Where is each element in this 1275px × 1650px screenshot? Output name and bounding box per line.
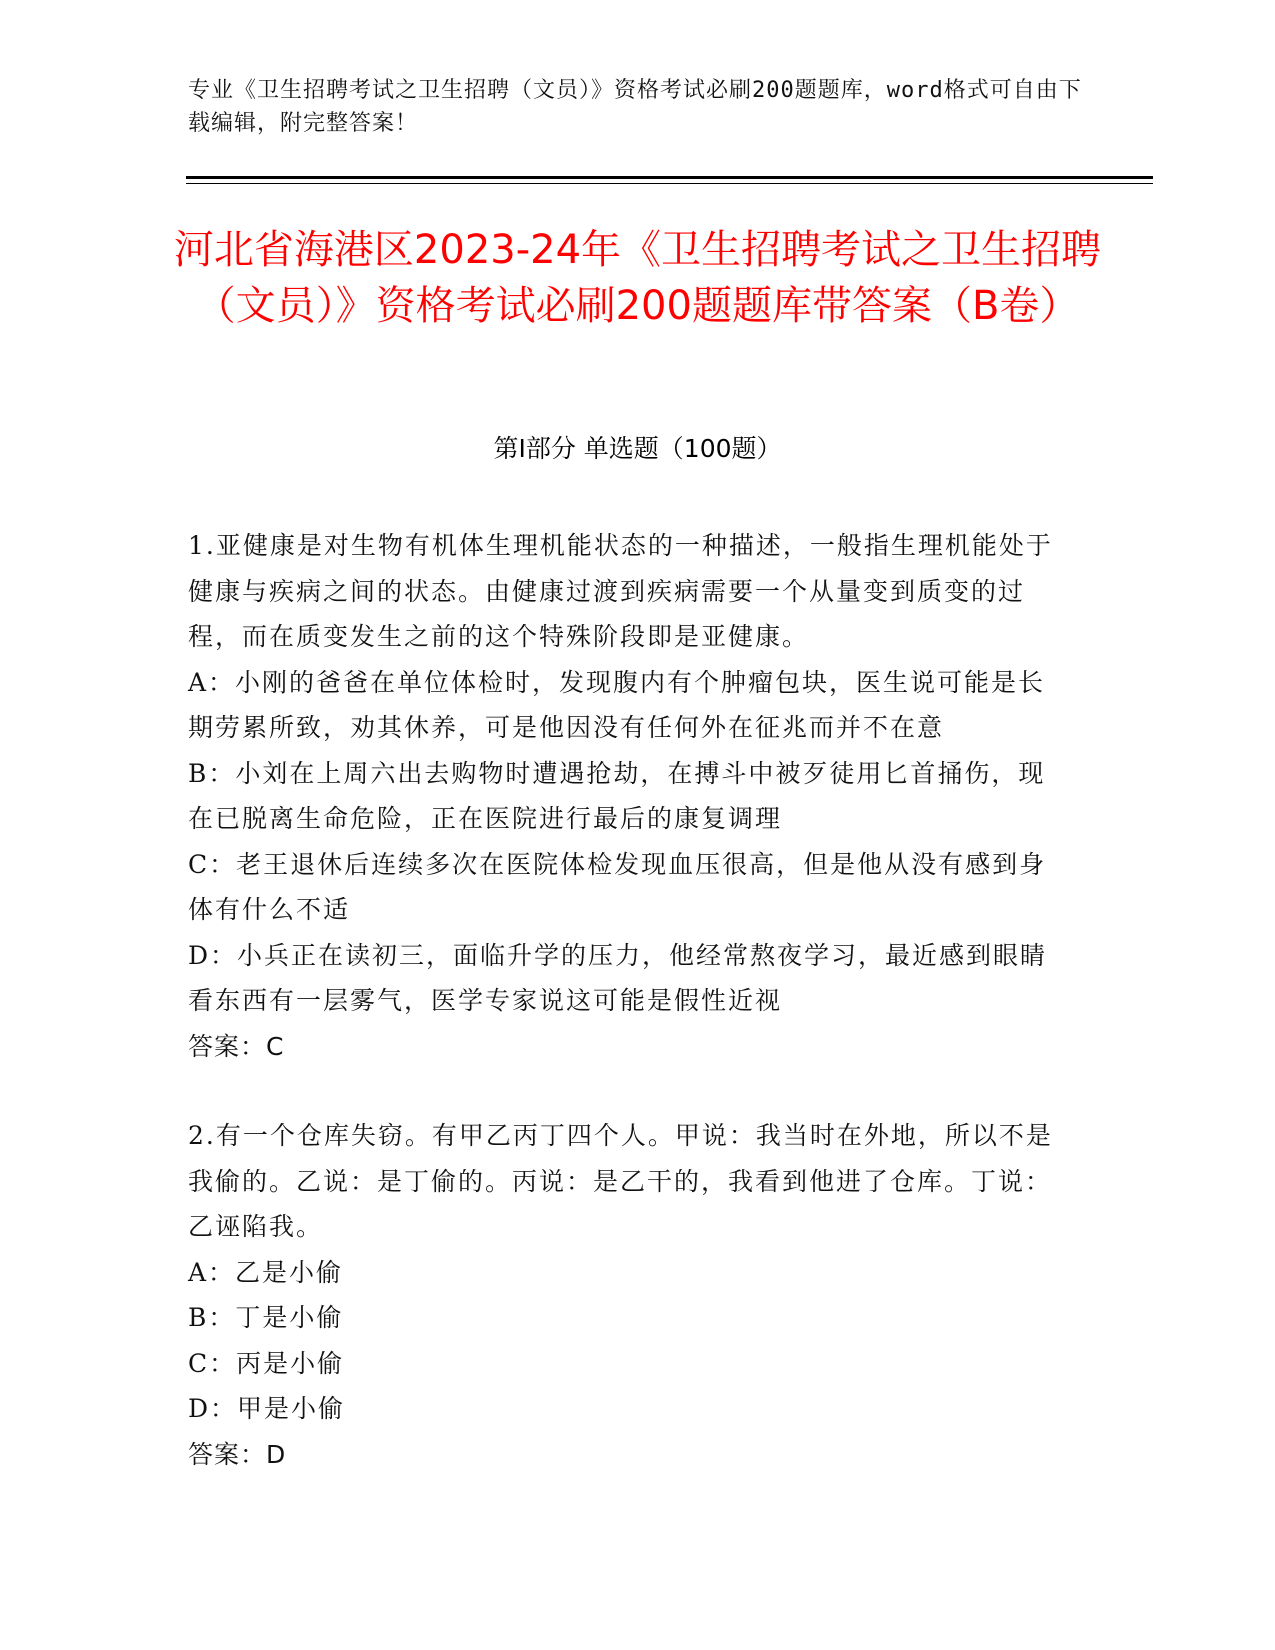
answer: 答案：D [188,1439,287,1469]
answer: 答案：C [188,1031,285,1061]
option-c: C：丙是小偷 [188,1348,345,1378]
option-a: A：小刚的爸爸在单位体检时，发现腹内有个肿瘤包块，医生说可能是长期劳累所致，劝其休养，可是他因没有任何外在征兆而并不在意 [188,667,1046,742]
section-title: 第Ⅰ部分 单选题（100题） [493,434,782,463]
header-divider-thin [186,183,1153,184]
header-divider-thick [186,176,1153,179]
option-d: D：甲是小偷 [188,1394,346,1423]
question-2 [188,1113,1068,1477]
header-note: 专业《卫生招聘考试之卫生招聘（文员）》资格考试必刷200题题库，word格式可自由下载编辑，附完整答案！ [188,78,1082,136]
question-stem: 2.有一个仓库失窃。有甲乙丙丁四个人。甲说：我当时在外地，所以不是我偷的。乙说：是丁偷的。丙说：是乙干的，我看到他进了仓库。丁说：乙诬陷我。 [188,1121,1053,1241]
option-d: D：小兵正在读初三，面临升学的压力，他经常熬夜学习，最近感到眼睛看东西有一层雾气，医学专家说这可能是假性近视 [188,940,1048,1015]
option-a: A：乙是小偷 [188,1257,344,1287]
option-b: B：小刘在上周六出去购物时遭遇抢劫，在搏斗中被歹徒用匕首捅伤，现在已脱离生命危险，正在医院进行最后的康复调理 [188,758,1046,833]
question-1 [188,523,1068,1069]
option-b: B：丁是小偷 [188,1303,344,1332]
option-c: C：老王退休后连续多次在医院体检发现血压很高，但是他从没有感到身体有什么不适 [188,849,1047,924]
document-title: 河北省海港区2023-24年《卫生招聘考试之卫生招聘（文员）》资格考试必刷200题题库带答案（B卷） [173,227,1102,329]
question-stem: 1.亚健康是对生物有机体生理机能状态的一种描述，一般指生理机能处于健康与疾病之间的状态。由健康过渡到疾病需要一个从量变到质变的过程，而在质变发生之前的这个特殊阶段即是亚健康。 [188,531,1053,651]
